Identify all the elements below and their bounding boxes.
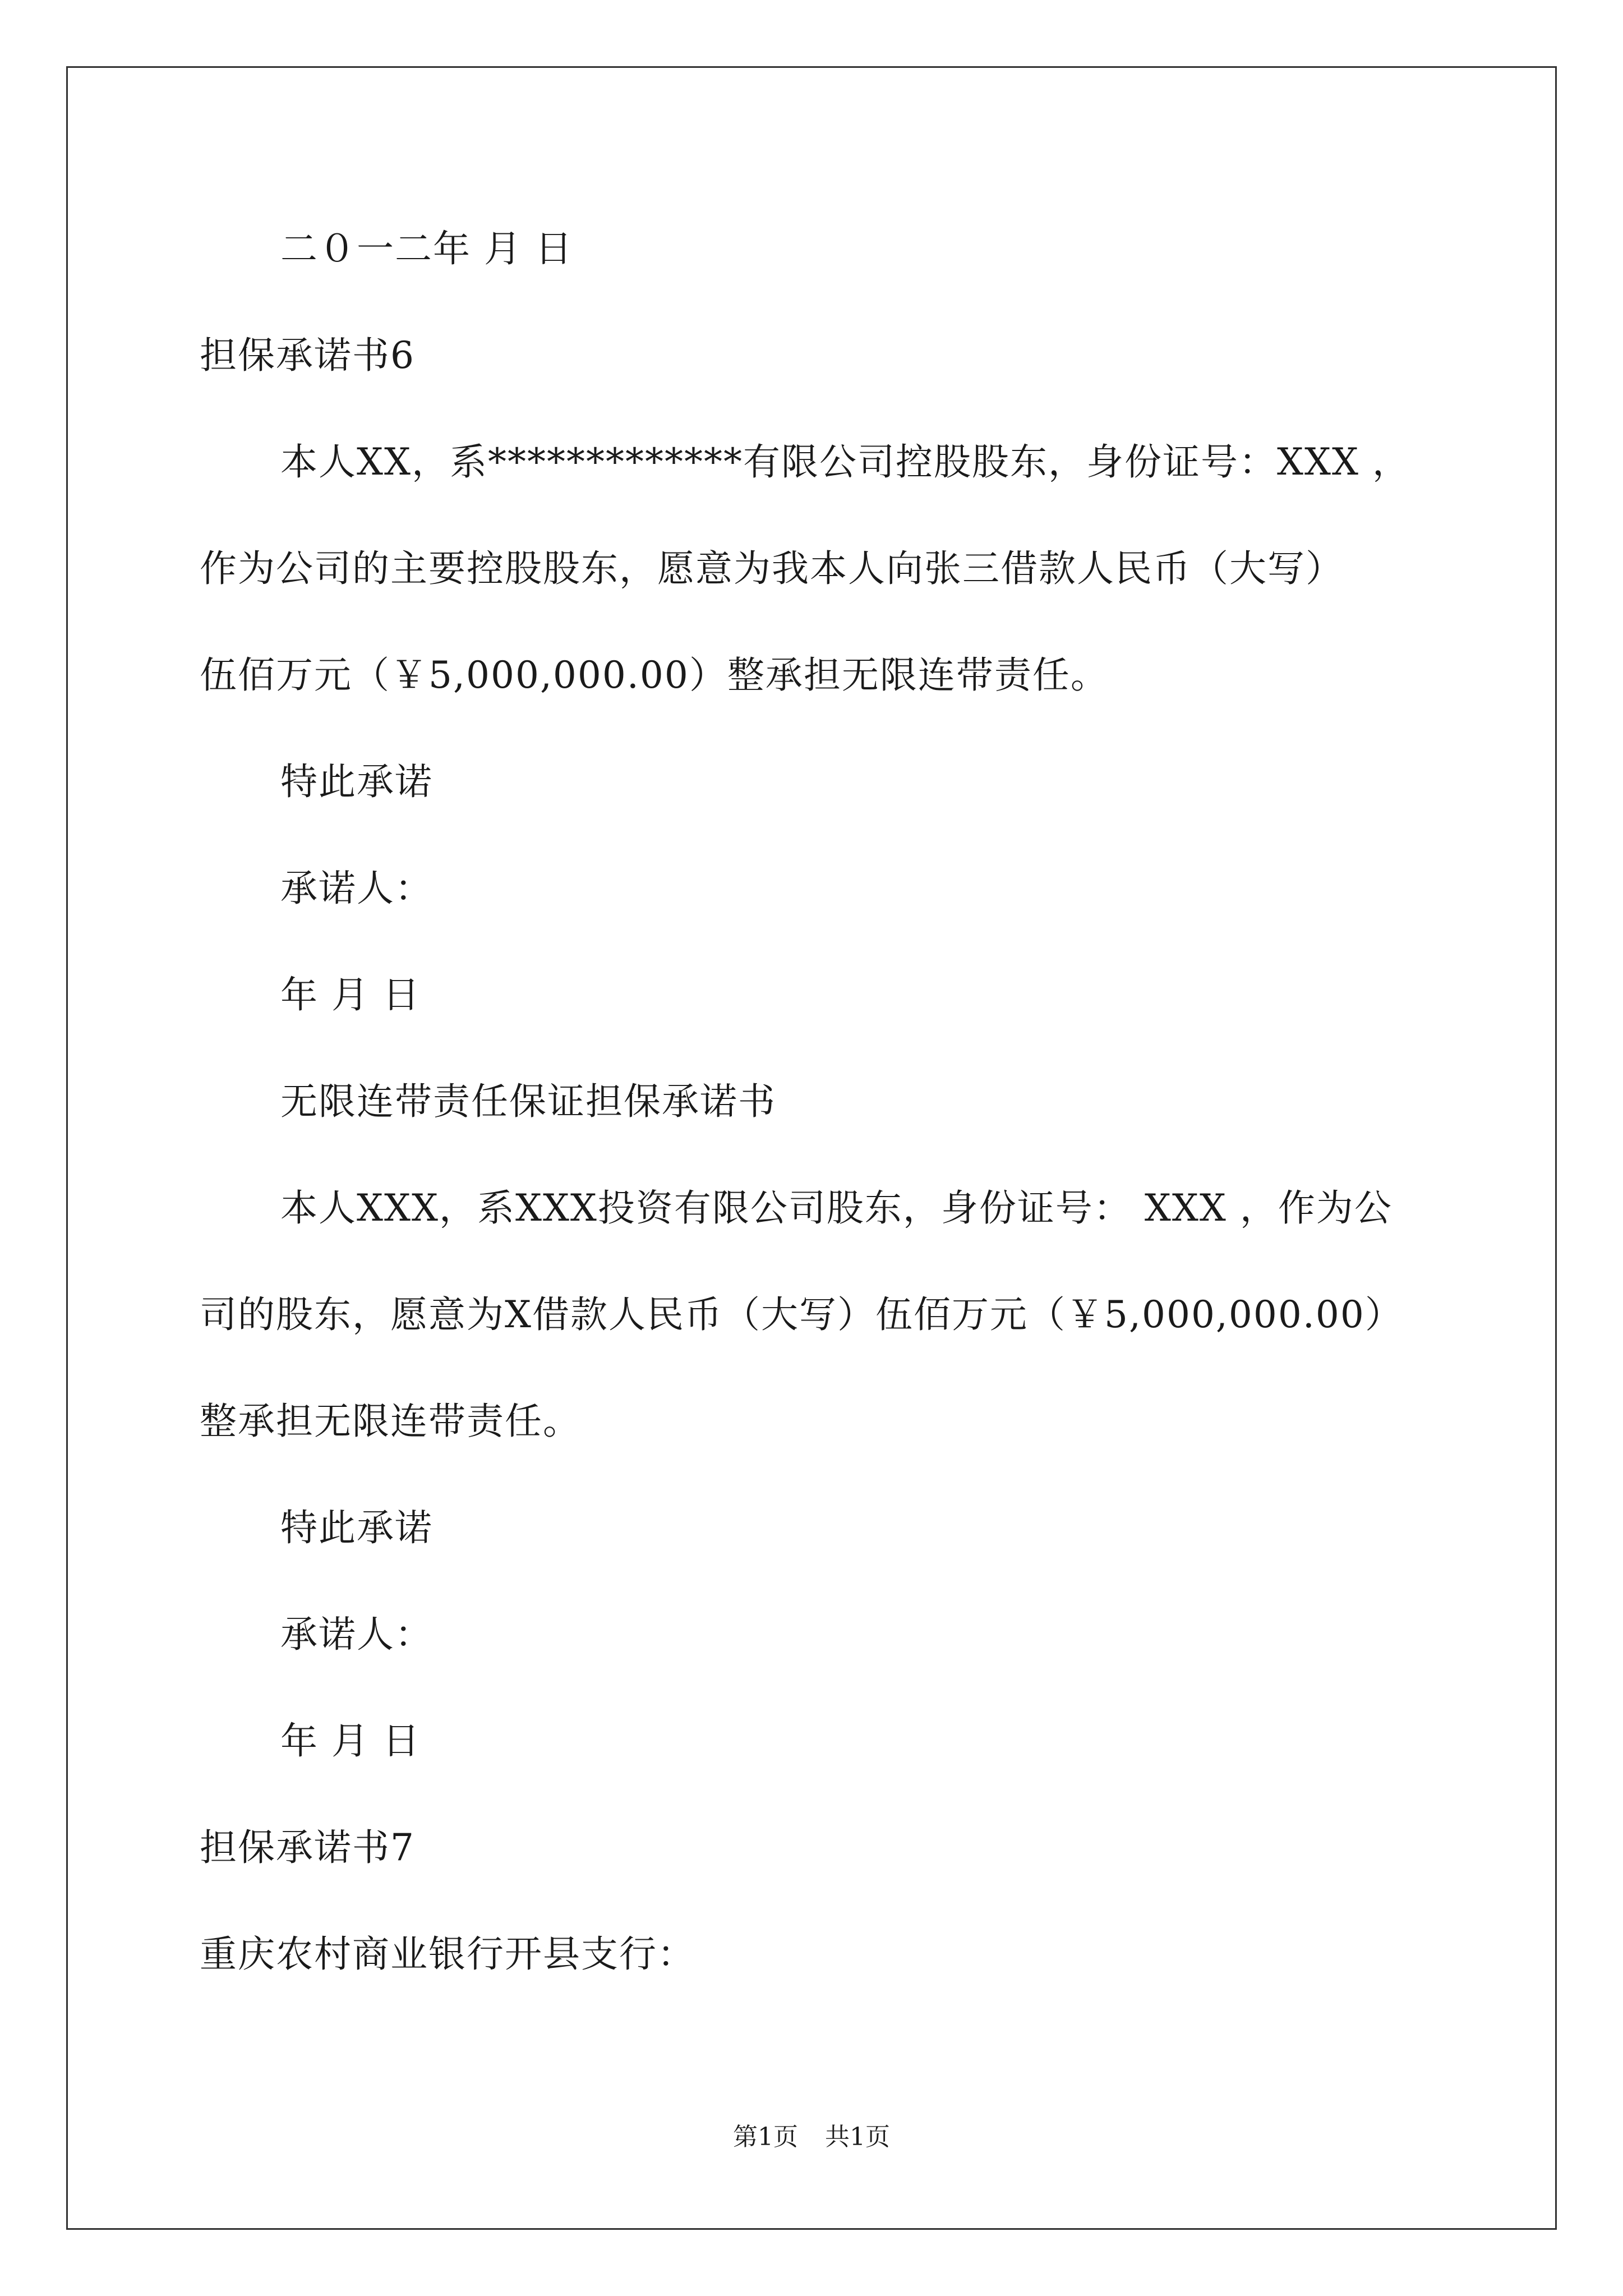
page-number: 第1页 — [733, 2123, 798, 2151]
paragraph-line: 本人XXX，系XXX投资有限公司股东，身份证号： XXX ，作为公 — [280, 1186, 1393, 1230]
section-title-7: 担保承诺书7 — [200, 1826, 415, 1869]
date-line: 二０一二年 月 日 — [280, 227, 573, 270]
section-title: 无限连带责任保证担保承诺书 — [280, 1080, 776, 1123]
addressee-line: 重庆农村商业银行开县支行： — [200, 1932, 695, 1976]
paragraph-line: 司的股东，愿意为X借款人民币（大写）伍佰万元（￥5,000,000.00） — [200, 1293, 1403, 1336]
page-total: 共1页 — [825, 2123, 890, 2151]
paragraph-line: 作为公司的主要控股股东，愿意为我本人向张三借款人民币（大写） — [200, 547, 1344, 590]
closing-statement: 特此承诺 — [280, 760, 433, 803]
date-line: 年 月 日 — [280, 1719, 421, 1763]
paragraph-line: 整承担无限连带责任。 — [200, 1400, 581, 1443]
page-footer — [0, 2122, 1623, 2153]
paragraph-line: 本人XX，系*************有限公司控股股东，身份证号：XXX ， — [280, 440, 1410, 484]
date-line: 年 月 日 — [280, 973, 421, 1016]
closing-statement: 特此承诺 — [280, 1506, 433, 1549]
page-frame — [66, 66, 1557, 2230]
paragraph-line: 伍佰万元（￥5,000,000.00）整承担无限连带责任。 — [200, 654, 1109, 697]
section-title-6: 担保承诺书6 — [200, 334, 415, 377]
signatory-label: 承诺人： — [280, 867, 433, 910]
signatory-label: 承诺人： — [280, 1613, 433, 1656]
